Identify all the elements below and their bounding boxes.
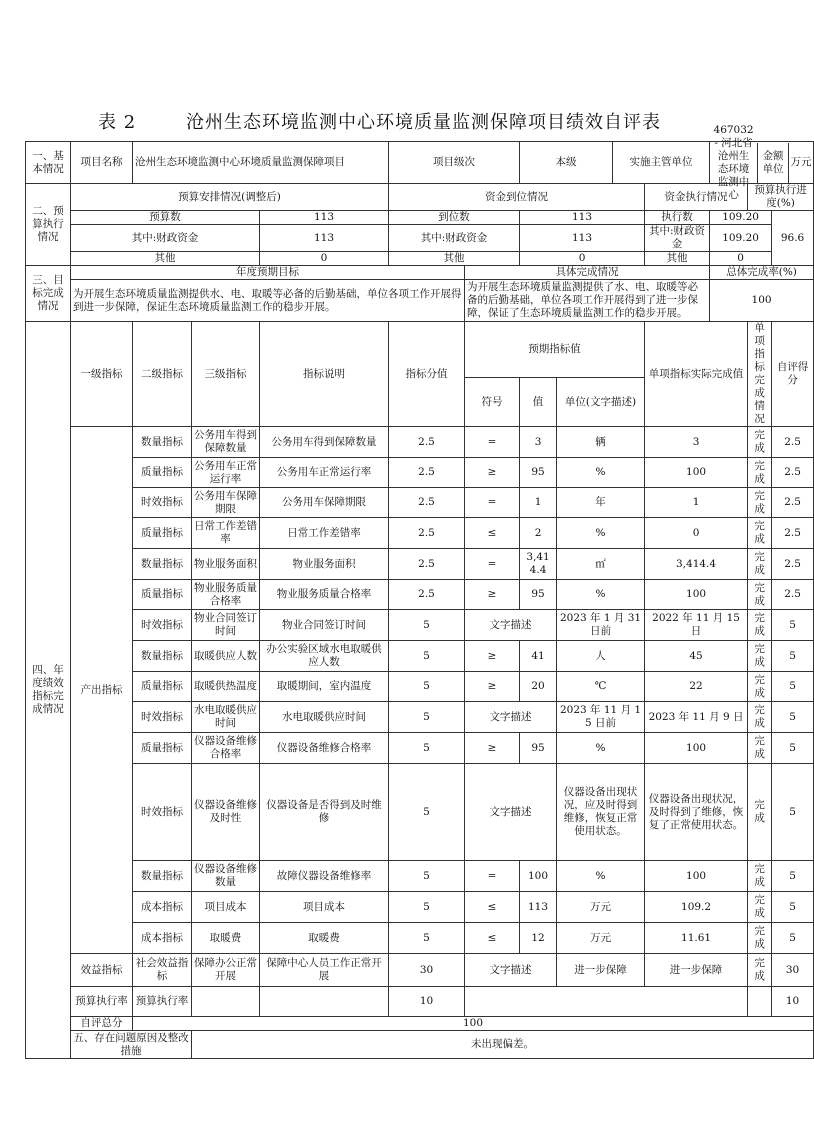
row-done: 完成 xyxy=(748,549,772,580)
row-score: 2.5 xyxy=(389,427,465,458)
row-value: 2 xyxy=(520,518,557,549)
progress-value: 96.6 xyxy=(772,211,814,266)
row-self: 5 xyxy=(772,672,814,702)
row-score: 5 xyxy=(389,861,465,892)
row-done: 完成 xyxy=(748,702,772,733)
dept: 467032 - 河北省沧州生态环境监测中心 xyxy=(713,123,754,201)
exec-self: 10 xyxy=(772,987,814,1017)
row-symbol: ≤ xyxy=(465,892,520,923)
exec-desc xyxy=(260,987,389,1017)
header-l1: 一级指标 xyxy=(71,322,133,427)
row-value: 41 xyxy=(520,641,557,672)
row-l2: 质量指标 xyxy=(133,733,192,764)
project-name-label: 项目名称 xyxy=(71,142,133,184)
issues-row xyxy=(26,1031,814,1059)
row-score: 5 xyxy=(389,892,465,923)
project-name: 沧州生态环境监测中心环境质量监测保障项目 xyxy=(133,142,389,184)
row-l2: 质量指标 xyxy=(133,458,192,488)
row-score: 2.5 xyxy=(389,518,465,549)
exec-done xyxy=(748,987,772,1017)
row-unit: 万元 xyxy=(557,923,645,954)
row-l3: 仪器设备维修合格率 xyxy=(192,733,260,764)
row-symbol: 文字描述 xyxy=(465,702,557,733)
row-unit: % xyxy=(557,458,645,488)
row-symbol: ≥ xyxy=(465,641,520,672)
exec-rate-row xyxy=(26,987,814,1017)
row-l3: 保障办公正常开展 xyxy=(192,954,260,987)
budget-cell: 执行数 xyxy=(645,211,710,225)
row-desc: 取暖期间，室内温度 xyxy=(260,672,389,702)
row-actual: 100 xyxy=(645,580,748,610)
row-symbol: ≥ xyxy=(465,672,520,702)
budget-cell: 其中:财政资金 xyxy=(645,225,710,252)
row-symbol: = xyxy=(465,488,520,518)
goal-header-row xyxy=(26,266,814,280)
budget-cell: 其中:财政资金 xyxy=(71,225,260,252)
row-l2: 时效指标 xyxy=(133,702,192,733)
exec-score: 10 xyxy=(389,987,465,1017)
benefit-l1: 效益指标 xyxy=(71,954,133,987)
row-l3: 取暖费 xyxy=(192,923,260,954)
budget-cell: 其他 xyxy=(389,252,520,266)
row-unit: % xyxy=(557,580,645,610)
row-done: 完成 xyxy=(748,518,772,549)
row-score: 5 xyxy=(389,672,465,702)
row-desc: 物业服务面积 xyxy=(260,549,389,580)
row-actual: 1 xyxy=(645,488,748,518)
row-unit: 2023 年 1 月 31 日前 xyxy=(557,610,645,641)
header-done: 单项指标完成情况 xyxy=(748,322,772,427)
row-l3: 公务用车正常运行率 xyxy=(192,458,260,488)
row-value: 20 xyxy=(520,672,557,702)
row-unit: 人 xyxy=(557,641,645,672)
row-unit: ℃ xyxy=(557,672,645,702)
row-done: 完成 xyxy=(748,641,772,672)
row-desc: 公务用车得到保障数量 xyxy=(260,427,389,458)
header-l2: 二级指标 xyxy=(133,322,192,427)
budget-cell: 0 xyxy=(710,252,772,266)
total-label: 自评总分 xyxy=(71,1017,133,1031)
row-unit: % xyxy=(557,861,645,892)
row-value: 95 xyxy=(520,580,557,610)
row-self: 2.5 xyxy=(772,518,814,549)
row-l3: 取暖供应人数 xyxy=(192,641,260,672)
progress-label: 预算执行进度(%) xyxy=(748,184,814,211)
header-score: 指标分值 xyxy=(389,322,465,427)
row-score: 2.5 xyxy=(389,458,465,488)
row-l2: 社会效益指标 xyxy=(133,954,192,987)
row-symbol: 文字描述 xyxy=(465,764,557,861)
row-actual: 2023 年 11 月 9 日 xyxy=(645,702,748,733)
row-desc: 项目成本 xyxy=(260,892,389,923)
row-l3: 仪器设备维修及时性 xyxy=(192,764,260,861)
budget-cell: 113 xyxy=(520,225,645,252)
unit-label: 金额单位 xyxy=(757,143,788,183)
output-row xyxy=(26,923,814,954)
actual-completion: 为开展生态环境质量监测提供了水、电、取暖等必备的后勤基础，单位各项工作开展得到了进一步保障，保证了生态环境质量监测工作的稳步开展。 xyxy=(465,280,710,322)
row-unit: ㎡ xyxy=(557,549,645,580)
budget-plan-label: 预算安排情况(调整后) xyxy=(71,184,389,211)
row-l3: 水电取暖供应时间 xyxy=(192,702,260,733)
budget-cell: 113 xyxy=(260,211,389,225)
row-done: 完成 xyxy=(748,458,772,488)
row-done: 完成 xyxy=(748,764,772,861)
row-desc: 公务用车正常运行率 xyxy=(260,458,389,488)
row-l2: 质量指标 xyxy=(133,580,192,610)
row-l3: 仪器设备维修数量 xyxy=(192,861,260,892)
header-actual: 单项指标实际完成值 xyxy=(645,322,748,427)
row-score: 5 xyxy=(389,702,465,733)
exec-l3 xyxy=(192,987,260,1017)
row-done: 完成 xyxy=(748,580,772,610)
row-value: 95 xyxy=(520,458,557,488)
row-value: 113 xyxy=(520,892,557,923)
row-symbol: ≥ xyxy=(465,458,520,488)
row-self: 2.5 xyxy=(772,580,814,610)
row-done: 完成 xyxy=(748,672,772,702)
row-actual: 0 xyxy=(645,518,748,549)
row-unit: 辆 xyxy=(557,427,645,458)
output-row xyxy=(26,764,814,861)
row-value: 1 xyxy=(520,488,557,518)
row-desc: 日常工作差错率 xyxy=(260,518,389,549)
row-self: 2.5 xyxy=(772,458,814,488)
row-l2: 成本指标 xyxy=(133,892,192,923)
perf-header-row xyxy=(26,322,814,378)
row-done: 完成 xyxy=(748,733,772,764)
basic-section: 一、基本情况 xyxy=(26,142,71,184)
row-actual: 仪器设备出现状况，及时得到了维修，恢复了正常使用状态。 xyxy=(645,764,748,861)
row-desc: 仪器设备维修合格率 xyxy=(260,733,389,764)
row-score: 5 xyxy=(389,923,465,954)
output-row xyxy=(26,672,814,702)
row-symbol: ≥ xyxy=(465,733,520,764)
row-score: 5 xyxy=(389,610,465,641)
budget-cell: 预算数 xyxy=(71,211,260,225)
row-symbol: ≤ xyxy=(465,923,520,954)
row-actual: 100 xyxy=(645,861,748,892)
row-score: 5 xyxy=(389,733,465,764)
row-self: 30 xyxy=(772,954,814,987)
row-self: 5 xyxy=(772,923,814,954)
row-symbol: = xyxy=(465,549,520,580)
budget-row xyxy=(26,211,814,225)
row-desc: 保障中心人员工作正常开展 xyxy=(260,954,389,987)
output-row xyxy=(26,549,814,580)
row-done: 完成 xyxy=(748,488,772,518)
row-done: 完成 xyxy=(748,954,772,987)
row-self: 2.5 xyxy=(772,427,814,458)
row-l3: 物业合同签订时间 xyxy=(192,610,260,641)
table-number: 表 2 xyxy=(98,112,137,133)
row-score: 5 xyxy=(389,764,465,861)
row-desc: 故障仪器设备维修率 xyxy=(260,861,389,892)
budget-section: 二、预算执行情况 xyxy=(26,184,71,266)
basic-row xyxy=(26,142,814,184)
row-unit: 年 xyxy=(557,488,645,518)
budget-header-row xyxy=(26,184,814,211)
row-self: 5 xyxy=(772,641,814,672)
row-l2: 质量指标 xyxy=(133,672,192,702)
output-row xyxy=(26,458,814,488)
header-unit: 单位(文字描述) xyxy=(557,378,645,427)
row-value: 95 xyxy=(520,733,557,764)
row-l2: 质量指标 xyxy=(133,518,192,549)
row-l2: 成本指标 xyxy=(133,923,192,954)
row-l2: 时效指标 xyxy=(133,764,192,861)
issues-text: 未出现偏差。 xyxy=(192,1031,814,1059)
budget-row xyxy=(26,225,814,252)
row-self: 2.5 xyxy=(772,549,814,580)
row-desc: 公务用车保障期限 xyxy=(260,488,389,518)
header-self: 自评得分 xyxy=(772,322,814,427)
row-l3: 物业服务质量合格率 xyxy=(192,580,260,610)
funds-label: 资金到位情况 xyxy=(389,184,645,211)
table-title: 沧州生态环境监测中心环境质量监测保障项目绩效自评表 xyxy=(186,112,661,133)
row-actual: 2022 年 11 月 15 日 xyxy=(645,610,748,641)
output-row xyxy=(26,892,814,923)
row-desc: 取暖费 xyxy=(260,923,389,954)
row-l3: 取暖供热温度 xyxy=(192,672,260,702)
row-done: 完成 xyxy=(748,427,772,458)
row-actual: 3,414.4 xyxy=(645,549,748,580)
budget-cell: 0 xyxy=(260,252,389,266)
row-desc: 物业合同签订时间 xyxy=(260,610,389,641)
row-l3: 公务用车保障期限 xyxy=(192,488,260,518)
output-row xyxy=(26,427,814,458)
row-symbol: 文字描述 xyxy=(465,610,557,641)
budget-row xyxy=(26,252,814,266)
output-row xyxy=(26,488,814,518)
row-score: 2.5 xyxy=(389,580,465,610)
row-symbol: ≤ xyxy=(465,518,520,549)
budget-cell: 其中:财政资金 xyxy=(389,225,520,252)
budget-cell: 其他 xyxy=(71,252,260,266)
row-self: 5 xyxy=(772,764,814,861)
row-unit: % xyxy=(557,518,645,549)
exec-label: 资金执行情况 xyxy=(645,184,748,211)
exec-l2: 预算执行率 xyxy=(133,987,192,1017)
header-symbol: 符号 xyxy=(465,378,520,427)
row-self: 5 xyxy=(772,892,814,923)
budget-cell: 113 xyxy=(520,211,645,225)
row-actual: 109.2 xyxy=(645,892,748,923)
row-self: 2.5 xyxy=(772,488,814,518)
row-self: 5 xyxy=(772,610,814,641)
header-desc: 指标说明 xyxy=(260,322,389,427)
rate-label: 总体完成率(%) xyxy=(710,266,814,280)
row-self: 5 xyxy=(772,861,814,892)
goal-section: 三、目标完成情况 xyxy=(26,266,71,322)
annual-goal: 为开展生态环境质量监测提供水、电、取暖等必备的后勤基础，单位各项工作开展得到进一步保障，保证生态环境质量监测工作的稳步开展。 xyxy=(71,280,465,322)
row-actual: 22 xyxy=(645,672,748,702)
row-actual: 100 xyxy=(645,458,748,488)
dept-label: 实施主管单位 xyxy=(613,142,710,184)
row-value: 3,414.4 xyxy=(520,549,557,580)
output-row xyxy=(26,861,814,892)
row-symbol: = xyxy=(465,861,520,892)
benefit-row xyxy=(26,954,814,987)
output-row xyxy=(26,641,814,672)
row-value: 100 xyxy=(520,861,557,892)
row-self: 5 xyxy=(772,702,814,733)
row-desc: 仪器设备是否得到及时维修 xyxy=(260,764,389,861)
row-score: 2.5 xyxy=(389,488,465,518)
row-done: 完成 xyxy=(748,861,772,892)
row-unit: 万元 xyxy=(557,892,645,923)
row-l2: 时效指标 xyxy=(133,488,192,518)
output-row xyxy=(26,518,814,549)
row-actual: 100 xyxy=(645,733,748,764)
row-desc: 办公实验区域水电取暖供应人数 xyxy=(260,641,389,672)
row-l3: 物业服务面积 xyxy=(192,549,260,580)
unit-value: 万元 xyxy=(788,143,813,183)
output-row xyxy=(26,733,814,764)
row-l2: 数量指标 xyxy=(133,549,192,580)
project-level-label: 项目级次 xyxy=(389,142,520,184)
row-actual: 11.61 xyxy=(645,923,748,954)
row-actual: 进一步保障 xyxy=(645,954,748,987)
project-level: 本级 xyxy=(520,142,613,184)
exec-blank xyxy=(465,987,748,1017)
budget-cell: 0 xyxy=(520,252,645,266)
row-l3: 日常工作差错率 xyxy=(192,518,260,549)
row-value: 3 xyxy=(520,427,557,458)
perf-section: 四、年度绩效指标完成情况 xyxy=(26,322,71,1059)
row-unit: 仪器设备出现状况，应及时得到维修，恢复正常使用状态。 xyxy=(557,764,645,861)
budget-cell: 109.20 xyxy=(710,211,772,225)
header-expected: 预期指标值 xyxy=(465,322,645,378)
budget-cell: 109.20 xyxy=(710,225,772,252)
row-done: 完成 xyxy=(748,923,772,954)
annual-goal-label: 年度预期目标 xyxy=(71,266,465,280)
row-score: 2.5 xyxy=(389,549,465,580)
row-symbol: 文字描述 xyxy=(465,954,557,987)
row-l2: 时效指标 xyxy=(133,610,192,641)
row-symbol: = xyxy=(465,427,520,458)
row-l2: 数量指标 xyxy=(133,861,192,892)
row-score: 30 xyxy=(389,954,465,987)
row-desc: 物业服务质量合格率 xyxy=(260,580,389,610)
header-value: 值 xyxy=(520,378,557,427)
row-value: 12 xyxy=(520,923,557,954)
output-l1: 产出指标 xyxy=(71,427,133,954)
row-unit: % xyxy=(557,733,645,764)
row-actual: 45 xyxy=(645,641,748,672)
budget-cell: 到位数 xyxy=(389,211,520,225)
row-l2: 数量指标 xyxy=(133,641,192,672)
budget-cell: 其他 xyxy=(645,252,710,266)
row-actual: 3 xyxy=(645,427,748,458)
actual-label: 具体完成情况 xyxy=(465,266,710,280)
goal-row xyxy=(26,280,814,322)
row-desc: 水电取暖供应时间 xyxy=(260,702,389,733)
row-done: 完成 xyxy=(748,610,772,641)
output-row xyxy=(26,702,814,733)
issues-section: 五、存在问题原因及整改措施 xyxy=(71,1031,192,1059)
row-done: 完成 xyxy=(748,892,772,923)
header-l3: 三级指标 xyxy=(192,322,260,427)
output-row xyxy=(26,610,814,641)
row-l2: 数量指标 xyxy=(133,427,192,458)
total-row xyxy=(26,1017,814,1031)
completion-rate: 100 xyxy=(710,280,814,322)
row-self: 5 xyxy=(772,733,814,764)
output-row xyxy=(26,580,814,610)
budget-cell: 113 xyxy=(260,225,389,252)
row-symbol: ≥ xyxy=(465,580,520,610)
row-unit: 2023 年 11 月 15 日前 xyxy=(557,702,645,733)
row-unit: 进一步保障 xyxy=(557,954,645,987)
row-l3: 项目成本 xyxy=(192,892,260,923)
row-score: 5 xyxy=(389,641,465,672)
row-l3: 公务用车得到保障数量 xyxy=(192,427,260,458)
total-score: 100 xyxy=(133,1017,814,1031)
evaluation-table xyxy=(25,123,814,1059)
exec-l1: 预算执行率 xyxy=(71,987,133,1017)
